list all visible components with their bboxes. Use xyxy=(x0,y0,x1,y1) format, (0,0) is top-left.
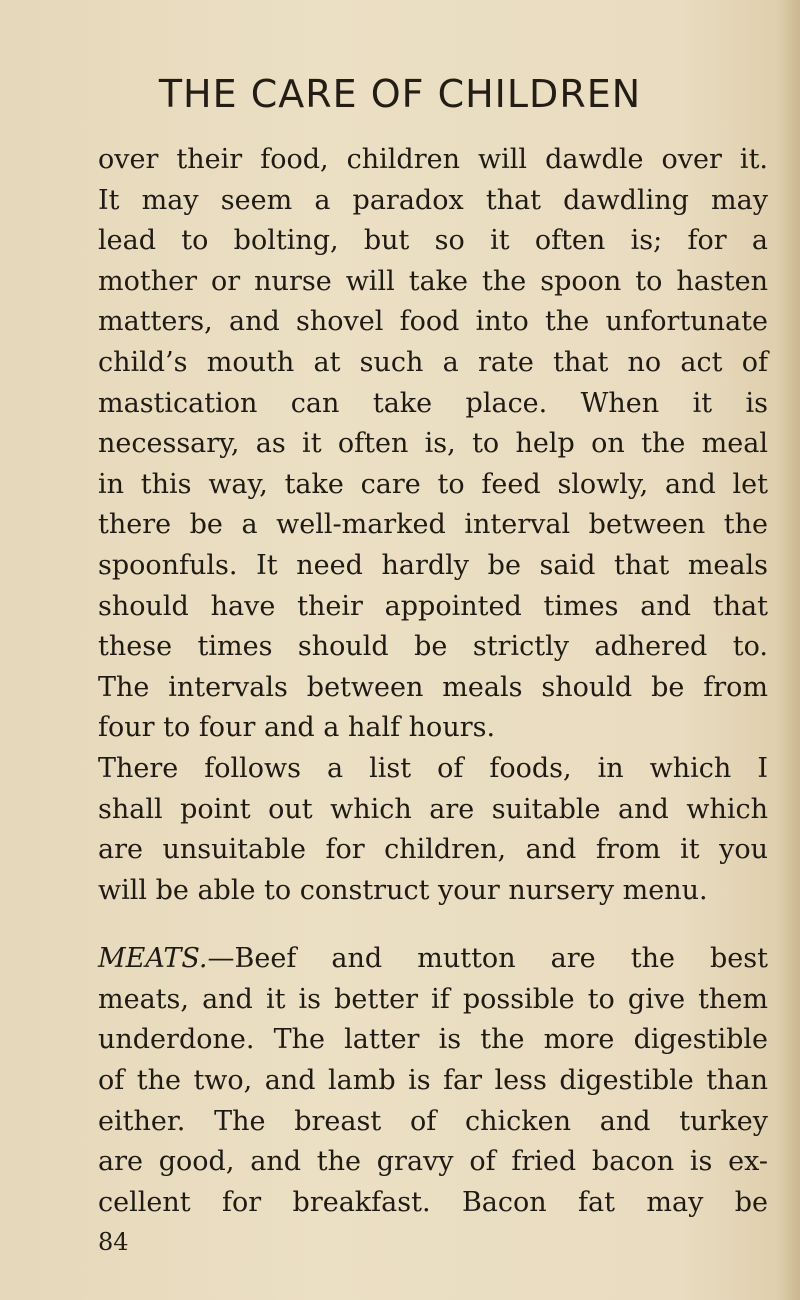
text-line: shall point out which are suitable and which xyxy=(98,793,768,825)
page-edge-shadow xyxy=(778,0,800,1300)
text-line: The intervals between meals should be from xyxy=(98,671,768,703)
text-line: mother or nurse will take the spoon to hasten xyxy=(98,265,768,297)
text-line: over their food, children will dawdle over it. xyxy=(98,144,768,175)
text-line: underdone. The latter is the more digestible xyxy=(98,1024,768,1056)
text-line: mastication can take place. When it is xyxy=(98,387,768,419)
paragraph-1 xyxy=(98,140,768,749)
text-line xyxy=(98,939,768,980)
paragraph-3 xyxy=(98,939,768,1223)
text-line: will be able to construct your nursery menu. xyxy=(98,874,708,906)
text-line: these times should be strictly adhered to. xyxy=(98,631,768,663)
text-line: in this way, take care to feed slowly, and let xyxy=(98,468,768,500)
text-line: there be a well-marked interval between the xyxy=(98,509,768,541)
text-line: It may seem a paradox that dawdling may xyxy=(98,184,768,216)
text-line: lead to bolting, but so it often is; for a xyxy=(98,225,768,257)
body-text xyxy=(98,140,768,1223)
text-line: child’s mouth at such a rate that no act of xyxy=(98,346,768,378)
meats-text: —Beef and mutton are the best xyxy=(207,943,768,975)
meats-heading: MEATS. xyxy=(98,943,208,975)
text-line: cellent for breakfast. Bacon fat may be xyxy=(98,1186,768,1218)
text-line: four to four and a half hours. xyxy=(98,712,496,744)
text-line: necessary, as it often is, to help on the meal xyxy=(98,428,768,460)
text-line-indented: There follows a list of foods, in which I xyxy=(98,752,768,784)
text-line: spoonfuls. It need hardly be said that meals xyxy=(98,549,768,581)
running-head: THE CARE OF CHILDREN xyxy=(158,72,642,116)
text-line: should have their appointed times and that xyxy=(98,590,768,622)
text-line: either. The breast of chicken and turkey xyxy=(98,1105,768,1137)
text-line: matters, and shovel food into the unfortunate xyxy=(98,306,768,338)
text-line: are unsuitable for children, and from it you xyxy=(98,834,768,866)
text-line xyxy=(98,749,768,790)
text-line: are good, and the gravy of fried bacon is ex- xyxy=(98,1146,768,1178)
paragraph-2 xyxy=(98,749,768,911)
text-line: meats, and it is better if possible to give them xyxy=(98,983,768,1015)
paragraph-gap xyxy=(98,911,768,939)
page-number: 84 xyxy=(98,1228,129,1256)
text-line: of the two, and lamb is far less digestible than xyxy=(98,1065,768,1097)
